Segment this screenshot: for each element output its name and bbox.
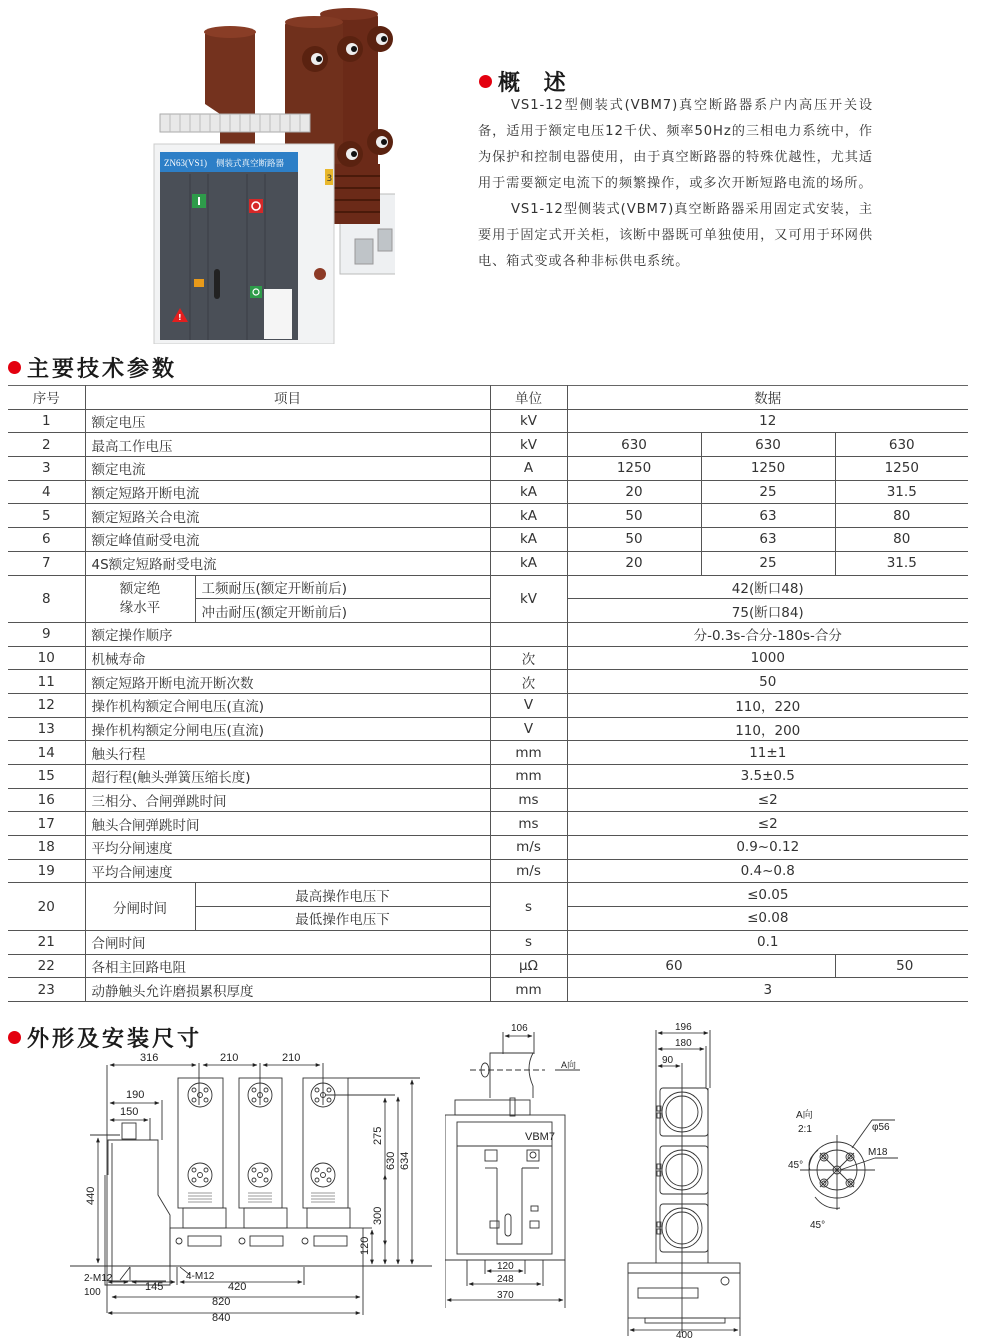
table-row [8,693,968,717]
table-row [8,859,968,883]
angle-45-a: 45° [788,1160,804,1171]
table-header-row [8,386,968,410]
row-value: 50 [835,954,968,978]
row-item: 分闸时间 [85,883,195,930]
row-value: 3.5±0.5 [567,765,968,789]
row-unit: kA [490,551,567,575]
front-view-drawing [70,1045,440,1335]
row-unit: mm [490,741,567,765]
overview-text [478,93,873,275]
table-row [8,765,968,789]
row-index: 22 [8,954,85,978]
row-unit: kV [490,433,567,457]
row-item: 三相分、合闸弹跳时间 [85,788,490,812]
overview-heading: 概 述 [479,66,574,97]
row-index: 4 [8,480,85,504]
dim-440: 440 [85,1186,97,1205]
row-value: 110，220 [567,693,968,717]
row-value: 25 [701,551,835,575]
row-index: 5 [8,504,85,528]
row-index: 12 [8,693,85,717]
table-row [8,480,968,504]
row-item: 触头行程 [85,741,490,765]
row-item: 机械寿命 [85,646,490,670]
row-value: 31.5 [835,480,968,504]
dim-210-b: 210 [282,1052,301,1064]
row-item: 最高工作电压 [85,433,490,457]
row-item: 额定电压 [85,409,490,433]
specs-heading: 主要技术参数 [8,352,177,383]
row-value: 630 [567,433,701,457]
row-value: 31.5 [835,551,968,575]
row-subitem: 最高操作电压下 [195,883,490,907]
row-value: 1250 [701,457,835,481]
row-subitem: 冲击耐压(额定开断前后) [195,599,490,623]
row-item: 额定峰值耐受电流 [85,528,490,552]
row-value: 12 [567,409,968,433]
row-unit: μΩ [490,954,567,978]
row-value: 63 [701,504,835,528]
row-index: 23 [8,978,85,1002]
dim-820: 820 [212,1296,231,1308]
row-unit: mm [490,765,567,789]
row-value: 110，200 [567,717,968,741]
dim-420: 420 [228,1281,247,1293]
dim-275: 275 [372,1126,384,1145]
dim-190: 190 [126,1089,145,1101]
row-value: 1250 [567,457,701,481]
row-value: ≤0.05 [567,883,968,907]
row-unit: s [490,930,567,954]
table-row [8,457,968,481]
dim-120: 120 [359,1236,371,1255]
detail-a-title: A向 [796,1110,813,1121]
header-data: 数据 [567,386,968,410]
table-row [8,930,968,954]
side-view-drawing [445,1018,610,1318]
panel-model-label: ZN63(VS1) [164,158,207,168]
row-value: 20 [567,480,701,504]
table-row [8,670,968,694]
row-unit: s [490,883,567,930]
row-subitem: 最低操作电压下 [195,907,490,931]
product-photo [150,4,395,344]
model-label-vbm7: VBM7 [525,1131,555,1143]
row-value: 50 [567,504,701,528]
header-unit: 单位 [490,386,567,410]
dim-150: 150 [120,1106,139,1118]
overview-paragraph-1: VS1-12型侧装式(VBM7)真空断路器系户内高压开关设备，适用于额定电压12千伏、频率50Hz的三相电力系统中，作为保护和控制电器使用，由于真空断路器的特殊优越性，尤其适用于需要额定电流下的频繁操作，或多次开断短路电流的场所。 [478,98,873,191]
row-value: 42(断口48) [567,575,968,599]
row-index: 2 [8,433,85,457]
row-index: 11 [8,670,85,694]
header-index: 序号 [8,386,85,410]
overview-paragraph-2: VS1-12型侧装式(VBM7)真空断路器采用固定式安装，主要用于固定式开关柜，该断中器既可单独使用，又可用于环网供电、箱式变或各种非标供电系统。 [478,202,873,269]
dim-phi-56: φ56 [872,1122,890,1133]
detail-a-scale: 2:1 [798,1124,812,1135]
detail-a-drawing [780,1100,910,1230]
dim-316: 316 [140,1052,159,1064]
table-row [8,551,968,575]
row-item: 平均分闸速度 [85,836,490,860]
row-index: 17 [8,812,85,836]
panel-title-label: 侧装式真空断路器 [216,159,285,169]
row-unit [490,622,567,646]
table-row [8,646,968,670]
dim-145: 145 [145,1281,164,1293]
dim-634: 634 [399,1151,411,1170]
callout-4-m12: 4-M12 [186,1271,215,1282]
row-subitem: 工频耐压(额定开断前后) [195,575,490,599]
row-value: 50 [567,670,968,694]
row-value: 80 [835,528,968,552]
open-button-red [249,199,263,213]
table-row [8,883,968,907]
row-item: 额定绝 缘水平 [85,575,195,622]
dim-370: 370 [497,1290,514,1301]
row-index: 9 [8,622,85,646]
spec-table [8,385,968,1002]
row-index: 18 [8,836,85,860]
dim-90: 90 [662,1055,674,1066]
row-item: 操作机构额定分闸电压(直流) [85,717,490,741]
row-unit: m/s [490,836,567,860]
row-unit: V [490,693,567,717]
row-value: ≤0.08 [567,907,968,931]
row-item: 触头合闸弹跳时间 [85,812,490,836]
row-index: 1 [8,409,85,433]
row-item: 额定短路开断电流 [85,480,490,504]
dim-196: 196 [675,1022,692,1033]
row-item: 平均合闸速度 [85,859,490,883]
row-unit: mm [490,978,567,1002]
row-value: 25 [701,480,835,504]
row-item: 动静触头允许磨损累积厚度 [85,978,490,1002]
row-index: 14 [8,741,85,765]
dimensions-heading: 外形及安装尺寸 [8,1022,202,1053]
row-index: 20 [8,883,85,930]
row-value: 630 [701,433,835,457]
row-item: 操作机构额定合闸电压(直流) [85,693,490,717]
table-row [8,528,968,552]
row-value: 0.1 [567,930,968,954]
row-value: 1250 [835,457,968,481]
row-unit: A [490,457,567,481]
row-unit: 次 [490,670,567,694]
row-value: 630 [835,433,968,457]
row-value: 0.4~0.8 [567,859,968,883]
row-value: ≤2 [567,812,968,836]
thread-m18: M18 [868,1147,888,1158]
row-value: 63 [701,528,835,552]
dim-400: 400 [676,1330,693,1338]
table-row [8,812,968,836]
table-row [8,836,968,860]
row-unit: m/s [490,859,567,883]
row-value: 3 [567,978,968,1002]
table-row [8,954,968,978]
table-row [8,717,968,741]
row-unit: kA [490,528,567,552]
row-value: 1000 [567,646,968,670]
row-item: 额定短路开断电流开断次数 [85,670,490,694]
row-unit: ms [490,812,567,836]
row-value: 50 [567,528,701,552]
row-unit: kV [490,409,567,433]
table-row [8,741,968,765]
row-index: 3 [8,457,85,481]
dim-106: 106 [511,1023,528,1034]
table-row [8,575,968,599]
header-item: 项目 [85,386,490,410]
table-row [8,622,968,646]
direction-a-label: A向 [561,1060,577,1070]
dim-630: 630 [385,1151,397,1170]
bullet-dot-icon [8,1031,21,1044]
row-index: 15 [8,765,85,789]
bullet-dot-icon [8,361,21,374]
row-value: 分-0.3s-合分-180s-合分 [567,622,968,646]
row-item: 额定短路关合电流 [85,504,490,528]
row-value: ≤2 [567,788,968,812]
row-unit: kV [490,575,567,622]
row-index: 10 [8,646,85,670]
table-row [8,409,968,433]
phase-mark: 3 [326,174,333,184]
row-value: 0.9~0.12 [567,836,968,860]
row-index: 8 [8,575,85,622]
dim-300: 300 [372,1206,384,1225]
angle-45-b: 45° [810,1220,826,1230]
top-view-drawing [620,1018,760,1338]
row-value: 80 [835,504,968,528]
dim-180: 180 [675,1038,692,1049]
row-unit: V [490,717,567,741]
row-index: 16 [8,788,85,812]
table-row [8,788,968,812]
row-item: 各相主回路电阻 [85,954,490,978]
dim-248: 248 [497,1274,514,1285]
callout-2-m12: 2-M12 [84,1273,113,1284]
row-unit: ms [490,788,567,812]
row-index: 13 [8,717,85,741]
dim-100: 100 [84,1287,101,1298]
row-index: 19 [8,859,85,883]
row-item: 合闸时间 [85,930,490,954]
dim-210-a: 210 [220,1052,239,1064]
table-row [8,504,968,528]
bullet-dot-icon [479,75,492,88]
row-index: 6 [8,528,85,552]
row-value: 11±1 [567,741,968,765]
row-item: 额定电流 [85,457,490,481]
svg-text:!: ! [178,313,182,322]
table-row [8,978,968,1002]
row-index: 21 [8,930,85,954]
row-item: 超行程(触头弹簧压缩长度) [85,765,490,789]
row-value: 60 [567,954,835,978]
row-index: 7 [8,551,85,575]
table-row [8,433,968,457]
row-unit: kA [490,504,567,528]
row-item: 额定操作顺序 [85,622,490,646]
row-unit: 次 [490,646,567,670]
row-item: 4S额定短路耐受电流 [85,551,490,575]
dim-840: 840 [212,1312,231,1324]
dim-120: 120 [497,1261,514,1272]
row-unit: kA [490,480,567,504]
row-value: 20 [567,551,701,575]
row-value: 75(断口84) [567,599,968,623]
